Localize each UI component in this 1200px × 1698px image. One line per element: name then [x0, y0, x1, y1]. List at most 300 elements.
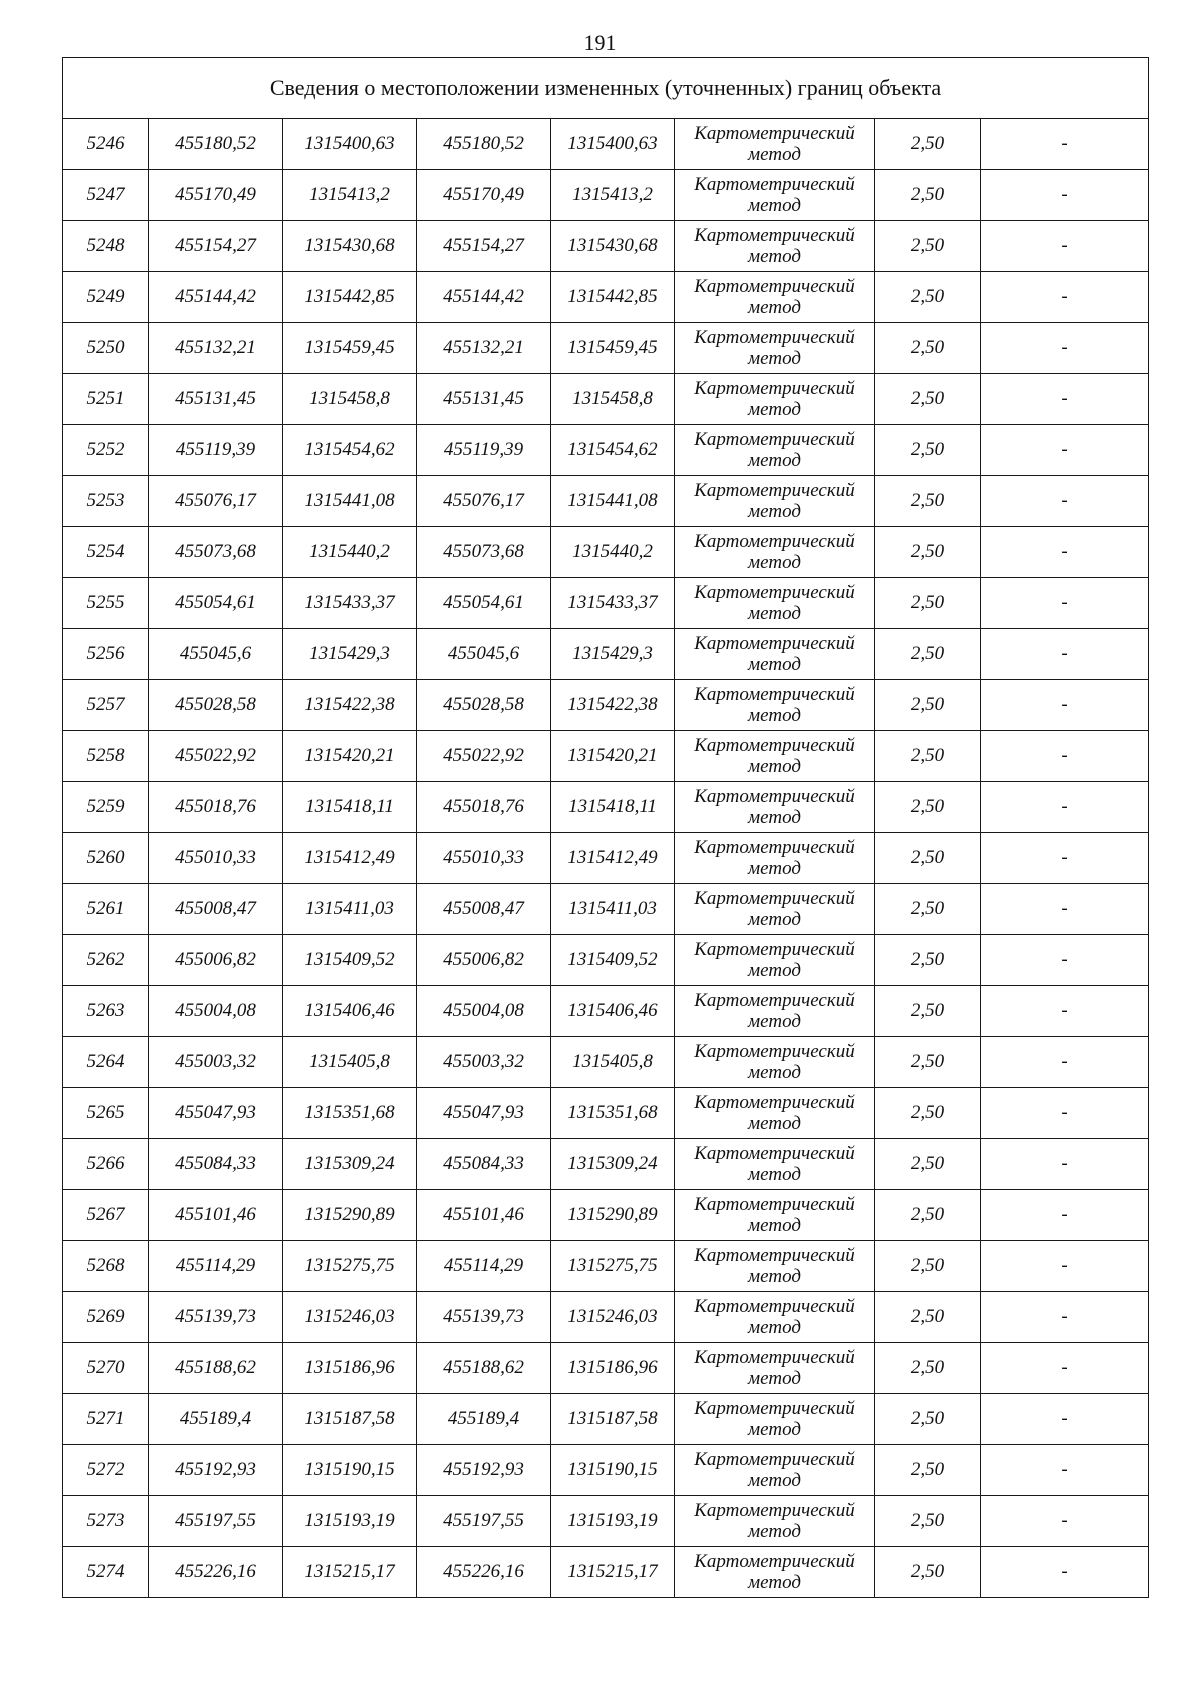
- mark-description-cell: -: [981, 527, 1149, 578]
- point-number-cell: 5260: [63, 833, 149, 884]
- y-new-cell: 1315290,89: [551, 1190, 675, 1241]
- table-row: [63, 731, 1149, 782]
- table-row: [63, 272, 1149, 323]
- method-line-1: Картометрический: [694, 480, 855, 501]
- mark-description-cell: -: [981, 170, 1149, 221]
- precision-cell: 2,50: [875, 1241, 981, 1292]
- precision-cell: 2,50: [875, 629, 981, 680]
- mark-description-cell: -: [981, 476, 1149, 527]
- x-existing-cell: 455010,33: [149, 833, 283, 884]
- x-new-cell: 455114,29: [417, 1241, 551, 1292]
- table-title: Сведения о местоположении измененных (уточненных) границ объекта: [63, 58, 1149, 119]
- y-existing-cell: 1315215,17: [283, 1547, 417, 1598]
- precision-cell: 2,50: [875, 1343, 981, 1394]
- table-row: [63, 1394, 1149, 1445]
- method-cell: [675, 731, 875, 782]
- mark-description-cell: -: [981, 1343, 1149, 1394]
- x-new-cell: 455197,55: [417, 1496, 551, 1547]
- mark-description-cell: -: [981, 782, 1149, 833]
- y-existing-cell: 1315459,45: [283, 323, 417, 374]
- y-new-cell: 1315459,45: [551, 323, 675, 374]
- y-existing-cell: 1315351,68: [283, 1088, 417, 1139]
- x-existing-cell: 455045,6: [149, 629, 283, 680]
- y-existing-cell: 1315418,11: [283, 782, 417, 833]
- method-cell: [675, 1088, 875, 1139]
- table-row: [63, 1496, 1149, 1547]
- y-new-cell: 1315422,38: [551, 680, 675, 731]
- method-cell: [675, 782, 875, 833]
- y-new-cell: 1315193,19: [551, 1496, 675, 1547]
- x-existing-cell: 455003,32: [149, 1037, 283, 1088]
- method-line-2: метод: [748, 399, 801, 420]
- table-row: [63, 782, 1149, 833]
- x-existing-cell: 455022,92: [149, 731, 283, 782]
- point-number-cell: 5255: [63, 578, 149, 629]
- method-cell: [675, 1445, 875, 1496]
- method-cell: [675, 170, 875, 221]
- method-line-2: метод: [748, 1317, 801, 1338]
- mark-description-cell: -: [981, 119, 1149, 170]
- mark-description-cell: -: [981, 680, 1149, 731]
- y-new-cell: 1315429,3: [551, 629, 675, 680]
- x-new-cell: 455192,93: [417, 1445, 551, 1496]
- x-existing-cell: 455170,49: [149, 170, 283, 221]
- table-row: [63, 170, 1149, 221]
- y-new-cell: 1315413,2: [551, 170, 675, 221]
- method-cell: [675, 1343, 875, 1394]
- x-existing-cell: 455226,16: [149, 1547, 283, 1598]
- point-number-cell: 5254: [63, 527, 149, 578]
- table-row: [63, 1190, 1149, 1241]
- y-existing-cell: 1315433,37: [283, 578, 417, 629]
- point-number-cell: 5253: [63, 476, 149, 527]
- method-line-2: метод: [748, 195, 801, 216]
- point-number-cell: 5256: [63, 629, 149, 680]
- method-line-2: метод: [748, 1062, 801, 1083]
- x-existing-cell: 455008,47: [149, 884, 283, 935]
- method-line-2: метод: [748, 1521, 801, 1542]
- y-existing-cell: 1315422,38: [283, 680, 417, 731]
- table-row: [63, 476, 1149, 527]
- x-existing-cell: 455119,39: [149, 425, 283, 476]
- x-new-cell: 455144,42: [417, 272, 551, 323]
- y-new-cell: 1315246,03: [551, 1292, 675, 1343]
- method-line-1: Картометрический: [694, 684, 855, 705]
- x-existing-cell: 455028,58: [149, 680, 283, 731]
- method-cell: [675, 578, 875, 629]
- mark-description-cell: -: [981, 272, 1149, 323]
- mark-description-cell: -: [981, 1547, 1149, 1598]
- method-line-1: Картометрический: [694, 939, 855, 960]
- x-new-cell: 455003,32: [417, 1037, 551, 1088]
- method-line-1: Картометрический: [694, 1551, 855, 1572]
- precision-cell: 2,50: [875, 527, 981, 578]
- y-new-cell: 1315412,49: [551, 833, 675, 884]
- point-number-cell: 5274: [63, 1547, 149, 1598]
- method-line-2: метод: [748, 552, 801, 573]
- method-cell: [675, 935, 875, 986]
- page-number: 191: [583, 30, 617, 55]
- x-new-cell: 455028,58: [417, 680, 551, 731]
- method-line-2: метод: [748, 1215, 801, 1236]
- y-new-cell: 1315420,21: [551, 731, 675, 782]
- point-number-cell: 5249: [63, 272, 149, 323]
- point-number-cell: 5267: [63, 1190, 149, 1241]
- precision-cell: 2,50: [875, 476, 981, 527]
- method-cell: [675, 1394, 875, 1445]
- x-new-cell: 455131,45: [417, 374, 551, 425]
- x-new-cell: 455101,46: [417, 1190, 551, 1241]
- x-existing-cell: 455180,52: [149, 119, 283, 170]
- y-existing-cell: 1315309,24: [283, 1139, 417, 1190]
- y-existing-cell: 1315400,63: [283, 119, 417, 170]
- y-new-cell: 1315190,15: [551, 1445, 675, 1496]
- table-title-row: [63, 58, 1149, 119]
- method-cell: [675, 884, 875, 935]
- y-new-cell: 1315454,62: [551, 425, 675, 476]
- x-new-cell: 455047,93: [417, 1088, 551, 1139]
- table-row: [63, 884, 1149, 935]
- mark-description-cell: -: [981, 425, 1149, 476]
- y-new-cell: 1315405,8: [551, 1037, 675, 1088]
- precision-cell: 2,50: [875, 119, 981, 170]
- table-body: [63, 119, 1149, 1598]
- mark-description-cell: -: [981, 578, 1149, 629]
- method-line-1: Картометрический: [694, 888, 855, 909]
- precision-cell: 2,50: [875, 884, 981, 935]
- method-cell: [675, 425, 875, 476]
- mark-description-cell: -: [981, 1496, 1149, 1547]
- table-row: [63, 833, 1149, 884]
- y-new-cell: 1315187,58: [551, 1394, 675, 1445]
- method-line-1: Картометрический: [694, 123, 855, 144]
- method-line-1: Картометрический: [694, 276, 855, 297]
- x-existing-cell: 455192,93: [149, 1445, 283, 1496]
- method-line-2: метод: [748, 297, 801, 318]
- method-line-1: Картометрический: [694, 582, 855, 603]
- method-line-2: метод: [748, 1572, 801, 1593]
- x-new-cell: 455076,17: [417, 476, 551, 527]
- mark-description-cell: -: [981, 935, 1149, 986]
- method-line-2: метод: [748, 756, 801, 777]
- x-new-cell: 455132,21: [417, 323, 551, 374]
- x-new-cell: 455004,08: [417, 986, 551, 1037]
- mark-description-cell: -: [981, 986, 1149, 1037]
- point-number-cell: 5251: [63, 374, 149, 425]
- method-cell: [675, 119, 875, 170]
- table-row: [63, 1088, 1149, 1139]
- point-number-cell: 5272: [63, 1445, 149, 1496]
- x-existing-cell: 455154,27: [149, 221, 283, 272]
- point-number-cell: 5265: [63, 1088, 149, 1139]
- x-new-cell: 455180,52: [417, 119, 551, 170]
- method-cell: [675, 680, 875, 731]
- method-line-1: Картометрический: [694, 1296, 855, 1317]
- y-existing-cell: 1315246,03: [283, 1292, 417, 1343]
- precision-cell: 2,50: [875, 425, 981, 476]
- point-number-cell: 5262: [63, 935, 149, 986]
- x-new-cell: 455170,49: [417, 170, 551, 221]
- mark-description-cell: -: [981, 1088, 1149, 1139]
- table-row: [63, 578, 1149, 629]
- precision-cell: 2,50: [875, 1292, 981, 1343]
- precision-cell: 2,50: [875, 1190, 981, 1241]
- method-cell: [675, 476, 875, 527]
- method-line-1: Картометрический: [694, 378, 855, 399]
- x-new-cell: 455045,6: [417, 629, 551, 680]
- y-existing-cell: 1315405,8: [283, 1037, 417, 1088]
- x-existing-cell: 455004,08: [149, 986, 283, 1037]
- y-existing-cell: 1315454,62: [283, 425, 417, 476]
- table-row: [63, 374, 1149, 425]
- method-cell: [675, 527, 875, 578]
- precision-cell: 2,50: [875, 1037, 981, 1088]
- x-existing-cell: 455188,62: [149, 1343, 283, 1394]
- method-line-1: Картометрический: [694, 429, 855, 450]
- point-number-cell: 5246: [63, 119, 149, 170]
- y-existing-cell: 1315411,03: [283, 884, 417, 935]
- method-line-2: метод: [748, 1470, 801, 1491]
- precision-cell: 2,50: [875, 1445, 981, 1496]
- method-line-1: Картометрический: [694, 786, 855, 807]
- y-new-cell: 1315458,8: [551, 374, 675, 425]
- mark-description-cell: -: [981, 374, 1149, 425]
- x-new-cell: 455054,61: [417, 578, 551, 629]
- method-line-1: Картометрический: [694, 1398, 855, 1419]
- mark-description-cell: -: [981, 1394, 1149, 1445]
- x-new-cell: 455188,62: [417, 1343, 551, 1394]
- table-row: [63, 323, 1149, 374]
- method-cell: [675, 272, 875, 323]
- y-new-cell: 1315430,68: [551, 221, 675, 272]
- y-existing-cell: 1315193,19: [283, 1496, 417, 1547]
- method-line-2: метод: [748, 348, 801, 369]
- x-new-cell: 455154,27: [417, 221, 551, 272]
- precision-cell: 2,50: [875, 680, 981, 731]
- x-existing-cell: 455144,42: [149, 272, 283, 323]
- precision-cell: 2,50: [875, 986, 981, 1037]
- method-line-1: Картометрический: [694, 837, 855, 858]
- y-new-cell: 1315186,96: [551, 1343, 675, 1394]
- x-existing-cell: 455084,33: [149, 1139, 283, 1190]
- precision-cell: 2,50: [875, 1139, 981, 1190]
- table-row: [63, 1292, 1149, 1343]
- method-cell: [675, 1139, 875, 1190]
- method-line-2: метод: [748, 705, 801, 726]
- y-existing-cell: 1315413,2: [283, 170, 417, 221]
- y-new-cell: 1315309,24: [551, 1139, 675, 1190]
- method-line-1: Картометрический: [694, 1245, 855, 1266]
- method-line-1: Картометрический: [694, 1194, 855, 1215]
- method-line-2: метод: [748, 858, 801, 879]
- method-cell: [675, 1292, 875, 1343]
- y-existing-cell: 1315186,96: [283, 1343, 417, 1394]
- method-cell: [675, 1037, 875, 1088]
- method-line-1: Картометрический: [694, 1449, 855, 1470]
- table-row: [63, 935, 1149, 986]
- y-existing-cell: 1315430,68: [283, 221, 417, 272]
- method-cell: [675, 833, 875, 884]
- y-new-cell: 1315411,03: [551, 884, 675, 935]
- y-new-cell: 1315441,08: [551, 476, 675, 527]
- method-cell: [675, 986, 875, 1037]
- y-new-cell: 1315275,75: [551, 1241, 675, 1292]
- y-new-cell: 1315406,46: [551, 986, 675, 1037]
- precision-cell: 2,50: [875, 1088, 981, 1139]
- x-existing-cell: 455047,93: [149, 1088, 283, 1139]
- x-existing-cell: 455132,21: [149, 323, 283, 374]
- x-existing-cell: 455114,29: [149, 1241, 283, 1292]
- method-line-2: метод: [748, 450, 801, 471]
- y-existing-cell: 1315458,8: [283, 374, 417, 425]
- method-line-1: Картометрический: [694, 990, 855, 1011]
- method-cell: [675, 221, 875, 272]
- table-row: [63, 119, 1149, 170]
- method-line-2: метод: [748, 654, 801, 675]
- y-existing-cell: 1315429,3: [283, 629, 417, 680]
- y-new-cell: 1315351,68: [551, 1088, 675, 1139]
- mark-description-cell: -: [981, 629, 1149, 680]
- point-number-cell: 5264: [63, 1037, 149, 1088]
- precision-cell: 2,50: [875, 221, 981, 272]
- table-row: [63, 221, 1149, 272]
- precision-cell: 2,50: [875, 1496, 981, 1547]
- x-existing-cell: 455006,82: [149, 935, 283, 986]
- method-line-2: метод: [748, 1368, 801, 1389]
- x-existing-cell: 455073,68: [149, 527, 283, 578]
- precision-cell: 2,50: [875, 170, 981, 221]
- method-line-2: метод: [748, 246, 801, 267]
- method-line-2: метод: [748, 1011, 801, 1032]
- mark-description-cell: -: [981, 1445, 1149, 1496]
- table-row: [63, 680, 1149, 731]
- method-line-2: метод: [748, 1164, 801, 1185]
- y-existing-cell: 1315412,49: [283, 833, 417, 884]
- point-number-cell: 5269: [63, 1292, 149, 1343]
- point-number-cell: 5259: [63, 782, 149, 833]
- y-existing-cell: 1315441,08: [283, 476, 417, 527]
- x-existing-cell: 455197,55: [149, 1496, 283, 1547]
- mark-description-cell: -: [981, 1241, 1149, 1292]
- method-line-1: Картометрический: [694, 1347, 855, 1368]
- method-line-2: метод: [748, 1266, 801, 1287]
- x-new-cell: 455022,92: [417, 731, 551, 782]
- point-number-cell: 5270: [63, 1343, 149, 1394]
- table-row: [63, 1037, 1149, 1088]
- y-existing-cell: 1315406,46: [283, 986, 417, 1037]
- y-existing-cell: 1315290,89: [283, 1190, 417, 1241]
- precision-cell: 2,50: [875, 374, 981, 425]
- table-row: [63, 1343, 1149, 1394]
- method-line-2: метод: [748, 807, 801, 828]
- x-new-cell: 455010,33: [417, 833, 551, 884]
- y-existing-cell: 1315440,2: [283, 527, 417, 578]
- method-line-2: метод: [748, 909, 801, 930]
- point-number-cell: 5261: [63, 884, 149, 935]
- method-line-1: Картометрический: [694, 735, 855, 756]
- method-line-1: Картометрический: [694, 225, 855, 246]
- table-row: [63, 1139, 1149, 1190]
- y-new-cell: 1315433,37: [551, 578, 675, 629]
- point-number-cell: 5252: [63, 425, 149, 476]
- method-line-2: метод: [748, 603, 801, 624]
- method-cell: [675, 1241, 875, 1292]
- mark-description-cell: -: [981, 323, 1149, 374]
- precision-cell: 2,50: [875, 272, 981, 323]
- x-existing-cell: 455139,73: [149, 1292, 283, 1343]
- point-number-cell: 5247: [63, 170, 149, 221]
- precision-cell: 2,50: [875, 731, 981, 782]
- table-row: [63, 629, 1149, 680]
- method-line-1: Картометрический: [694, 174, 855, 195]
- mark-description-cell: -: [981, 1139, 1149, 1190]
- method-line-2: метод: [748, 1113, 801, 1134]
- y-existing-cell: 1315190,15: [283, 1445, 417, 1496]
- x-new-cell: 455084,33: [417, 1139, 551, 1190]
- method-cell: [675, 629, 875, 680]
- y-existing-cell: 1315442,85: [283, 272, 417, 323]
- method-line-2: метод: [748, 501, 801, 522]
- table-row: [63, 1445, 1149, 1496]
- x-new-cell: 455073,68: [417, 527, 551, 578]
- method-line-2: метод: [748, 144, 801, 165]
- precision-cell: 2,50: [875, 833, 981, 884]
- method-cell: [675, 374, 875, 425]
- method-line-2: метод: [748, 960, 801, 981]
- mark-description-cell: -: [981, 731, 1149, 782]
- point-number-cell: 5258: [63, 731, 149, 782]
- y-new-cell: 1315442,85: [551, 272, 675, 323]
- table-row: [63, 527, 1149, 578]
- x-existing-cell: 455076,17: [149, 476, 283, 527]
- table-row: [63, 425, 1149, 476]
- y-existing-cell: 1315187,58: [283, 1394, 417, 1445]
- method-line-1: Картометрический: [694, 1500, 855, 1521]
- precision-cell: 2,50: [875, 1547, 981, 1598]
- point-number-cell: 5263: [63, 986, 149, 1037]
- mark-description-cell: -: [981, 884, 1149, 935]
- precision-cell: 2,50: [875, 1394, 981, 1445]
- y-new-cell: 1315418,11: [551, 782, 675, 833]
- method-line-1: Картометрический: [694, 1143, 855, 1164]
- x-existing-cell: 455054,61: [149, 578, 283, 629]
- method-line-1: Картометрический: [694, 1041, 855, 1062]
- precision-cell: 2,50: [875, 782, 981, 833]
- x-new-cell: 455189,4: [417, 1394, 551, 1445]
- method-line-1: Картометрический: [694, 327, 855, 348]
- precision-cell: 2,50: [875, 578, 981, 629]
- y-existing-cell: 1315409,52: [283, 935, 417, 986]
- mark-description-cell: -: [981, 221, 1149, 272]
- y-existing-cell: 1315275,75: [283, 1241, 417, 1292]
- mark-description-cell: -: [981, 1037, 1149, 1088]
- x-new-cell: 455119,39: [417, 425, 551, 476]
- method-cell: [675, 323, 875, 374]
- point-number-cell: 5273: [63, 1496, 149, 1547]
- y-new-cell: 1315409,52: [551, 935, 675, 986]
- precision-cell: 2,50: [875, 935, 981, 986]
- point-number-cell: 5271: [63, 1394, 149, 1445]
- mark-description-cell: -: [981, 1190, 1149, 1241]
- y-new-cell: 1315400,63: [551, 119, 675, 170]
- point-number-cell: 5268: [63, 1241, 149, 1292]
- point-number-cell: 5257: [63, 680, 149, 731]
- method-line-1: Картометрический: [694, 633, 855, 654]
- y-new-cell: 1315215,17: [551, 1547, 675, 1598]
- table-row: [63, 1241, 1149, 1292]
- y-existing-cell: 1315420,21: [283, 731, 417, 782]
- method-cell: [675, 1190, 875, 1241]
